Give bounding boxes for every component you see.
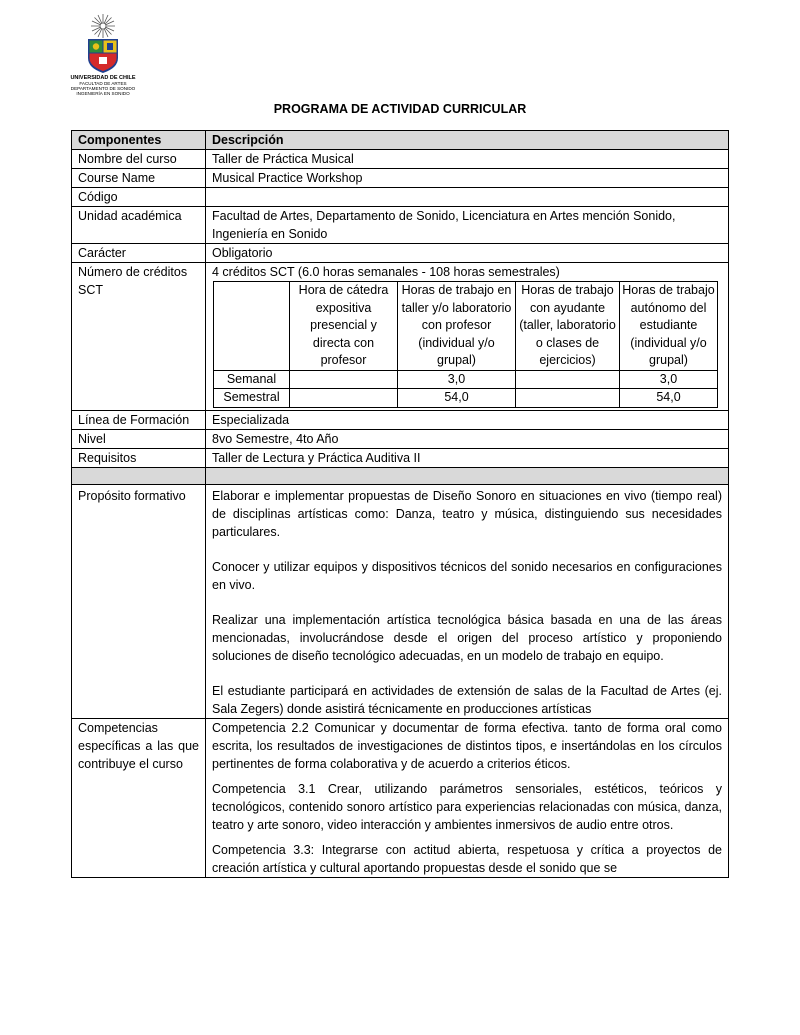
row-value: Musical Practice Workshop (206, 169, 729, 188)
sct-header-cell: Horas de trabajo con ayudante (taller, laboratorio o clases de ejercicios) (516, 282, 620, 371)
sct-cell: 3,0 (620, 370, 718, 389)
row-label: Carácter (72, 244, 206, 263)
row-label: Competencias específicas a las que contribuye el curso (72, 718, 206, 877)
sct-cell: Semanal (214, 370, 290, 389)
table-row (72, 169, 729, 188)
row-label: Nombre del curso (72, 150, 206, 169)
table-row (72, 263, 729, 411)
logo-program: INGENIERÍA EN SONIDO (76, 91, 130, 96)
row-label: Propósito formativo (72, 484, 206, 718)
sct-cell: 54,0 (620, 389, 718, 408)
proposito-text (206, 484, 729, 718)
row-label: Línea de Formación (72, 410, 206, 429)
row-value: Taller de Práctica Musical (206, 150, 729, 169)
sct-semestral-row (214, 389, 718, 408)
paragraph: Competencia 2.2 Comunicar y documentar de forma efectiva. tanto de forma oral como escrita, los resultados de investigaciones de distintos tipos, e insertándolas en los círculos pertinentes de forma colaborativa y de acuerdo a criterios éticos. (212, 720, 722, 771)
sct-cell: 3,0 (398, 370, 516, 389)
paragraph: Competencia 3.3: Integrarse con actitud abierta, respetuosa y crítica a proyectos de creación artística y cultural aportando propuestas desde el sonido que se (212, 842, 722, 875)
credits-summary: 4 créditos SCT (6.0 horas semanales - 108 horas semestrales) (212, 265, 560, 279)
separator-cell (206, 467, 729, 484)
table-row (72, 207, 729, 244)
row-label: Course Name (72, 169, 206, 188)
row-label: Requisitos (72, 448, 206, 467)
sct-cell: 54,0 (398, 389, 516, 408)
sct-header-cell (214, 282, 290, 371)
row-value: Taller de Lectura y Práctica Auditiva II (206, 448, 729, 467)
table-header-row (72, 131, 729, 150)
row-value: Especializada (206, 410, 729, 429)
table-row (72, 484, 729, 718)
document-title: PROGRAMA DE ACTIVIDAD CURRICULAR (273, 102, 527, 116)
row-label: Código (72, 188, 206, 207)
row-value: Facultad de Artes, Departamento de Sonido, Licenciatura en Artes mención Sonido, Ingeniería en Sonido (206, 207, 729, 244)
sct-cell (290, 370, 398, 389)
university-seal-icon (72, 12, 134, 74)
table-row (72, 448, 729, 467)
paragraph: El estudiante participará en actividades de extensión de salas de la Facultad de Artes (ej. Sala Zegers) donde asistirá técnicamente en producciones artísticas (212, 683, 722, 716)
sct-header-cell: Horas de trabajo autónomo del estudiante (individual y/o grupal) (620, 282, 718, 371)
table-row (72, 410, 729, 429)
sct-cell: Semestral (214, 389, 290, 408)
table-row (72, 429, 729, 448)
logo-faculty: FACULTAD DE ARTES (79, 81, 127, 86)
paragraph: Competencia 3.1 Crear, utilizando parámetros sensoriales, estéticos, teóricos y tecnológicos, contenido sonoro artístico para experiencias relacionadas con música, danza, teatro y arte sonoro, video interacción y ambientes inmersivos de audio entre otros. (212, 781, 722, 832)
table-row (72, 188, 729, 207)
separator-row (72, 467, 729, 484)
row-value (206, 263, 729, 411)
sct-cell (516, 389, 620, 408)
university-logo (70, 12, 136, 96)
logo-department: DEPARTAMENTO DE SONIDO (70, 86, 136, 91)
row-value: Obligatorio (206, 244, 729, 263)
competencias-text (206, 718, 729, 877)
header-description: Descripción (206, 131, 729, 150)
sct-header-cell: Hora de cátedra expositiva presencial y directa con profesor (290, 282, 398, 371)
row-label: Número de créditos SCT (72, 263, 206, 411)
sct-cell (516, 370, 620, 389)
row-label: Nivel (72, 429, 206, 448)
sct-header-cell: Horas de trabajo en taller y/o laboratorio con profesor (individual y/o grupal) (398, 282, 516, 371)
header-components: Componentes (72, 131, 206, 150)
table-row (72, 244, 729, 263)
row-label: Unidad académica (72, 207, 206, 244)
table-row (72, 718, 729, 877)
paragraph: Elaborar e implementar propuestas de Diseño Sonoro en situaciones en vivo (tiempo real) de disciplinas artísticas como: Danza, teatro y música, distinguiendo sus necesidades particulares. (212, 488, 722, 539)
sct-header-row (214, 282, 718, 371)
row-value: 8vo Semestre, 4to Año (206, 429, 729, 448)
table-row (72, 150, 729, 169)
separator-cell (72, 467, 206, 484)
sct-hours-table (213, 281, 718, 408)
paragraph: Conocer y utilizar equipos y dispositivos técnicos del sonido necesarios en configuraciones en vivo. (212, 559, 722, 592)
sct-semanal-row (214, 370, 718, 389)
curriculum-table (71, 130, 729, 878)
sct-cell (290, 389, 398, 408)
row-value (206, 188, 729, 207)
logo-university-name: UNIVERSIDAD DE CHILE (70, 75, 136, 81)
paragraph: Realizar una implementación artística tecnológica básica basada en una de las áreas mencionadas, involucrándose desde el origen del proceso artístico y proponiendo soluciones de diseño tecnológico adecuadas, en un modelo de trabajo en equipo. (212, 612, 722, 663)
